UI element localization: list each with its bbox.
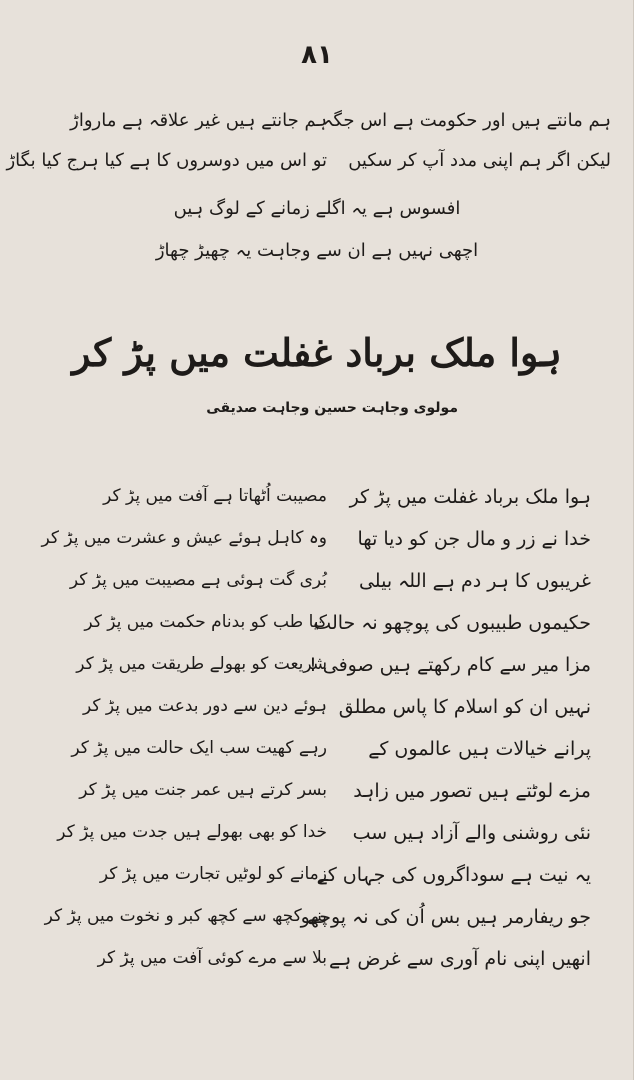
- verse-left-line: خدا کو بھی بھولے ہیں جدت میں پڑ کر: [57, 822, 327, 842]
- verse-left-line: بنے کچھ سے کچھ کبر و نخوت میں پڑ کر: [44, 906, 327, 926]
- intro-left-line-2: تو اس میں دوسروں کا ہے کیا ہرج کیا بگاڑ: [6, 150, 327, 171]
- page-number: ۸۱: [301, 40, 333, 70]
- poem-title: ہوا ملک برباد غفلت میں پڑ کر: [72, 330, 562, 375]
- verse-left-line: شریعت کو بھولے طریقت میں پڑ کر: [76, 654, 327, 674]
- verse-left-line: بسر کرتے ہیں عمر جنت میں پڑ کر: [79, 780, 327, 800]
- intro-left-line-1: ہم جانتے ہیں غیر علاقہ ہے مارواڑ: [70, 110, 327, 131]
- verse-right-line: نئی روشنی والے آزاد ہیں سب: [352, 822, 591, 844]
- verse-right-line: حکیموں طبیبوں کی پوچھو نہ حالت: [313, 612, 591, 634]
- verse-right-line: ہوا ملک برباد غفلت میں پڑ کر: [349, 486, 591, 508]
- verse-right-line: غریبوں کا ہر دم ہے اللہ بیلی: [358, 570, 591, 592]
- verse-left-line: بلا سے مرے کوئی آفت میں پڑ کر: [97, 948, 327, 968]
- verse-right-line: انھیں اپنی نام آوری سے غرض ہے: [329, 948, 591, 970]
- verse-left-line: ہوئے دین سے دور بدعت میں پڑ کر: [83, 696, 327, 716]
- verse-left-line: مصیبت اُٹھاتا ہے آفت میں پڑ کر: [103, 486, 327, 506]
- verse-left-line: بُری گت ہوئی ہے مصیبت میں پڑ کر: [69, 570, 327, 590]
- verse-left-line: زمانے کو لوٹیں تجارت میں پڑ کر: [99, 864, 327, 884]
- verse-left-line: کیا طب کو بدنام حکمت میں پڑ کر: [84, 612, 327, 632]
- verse-right-line: یہ نیت ہے سوداگروں کی جہاں کے: [316, 864, 591, 886]
- intro-center-line-2: اچھی نہیں ہے ان سے وجاہت یہ چھیڑ چھاڑ: [155, 240, 479, 261]
- verse-right-line: جو ریفارمر ہیں بس اُن کی نہ پوچھو: [300, 906, 591, 928]
- intro-right-line-1: ہم مانتے ہیں اور حکومت ہے اس جگہ: [322, 110, 611, 131]
- verse-right-line: پرانے خیالات ہیں عالموں کے: [368, 738, 591, 760]
- verse-right-line: مزے لوٹتے ہیں تصور میں زاہد: [353, 780, 591, 802]
- verse-right-line: خدا نے زر و مال جن کو دیا تھا: [357, 528, 591, 550]
- verse-right-line: نہیں ان کو اسلام کا پاس مطلق: [338, 696, 591, 718]
- verse-right-line: مزا میر سے کام رکھتے ہیں صوفی !: [309, 654, 591, 676]
- intro-center-line-1: افسوس ہے یہ اگلے زمانے کے لوگ ہیں: [173, 198, 461, 219]
- poem-author: مولوی وجاہت حسین وجاہت صدیقی: [206, 400, 458, 416]
- intro-right-line-2: لیکن اگر ہم اپنی مدد آپ کر سکیں: [348, 150, 611, 171]
- verse-left-line: وہ کاہل ہوئے عیش و عشرت میں پڑ کر: [41, 528, 327, 548]
- verse-left-line: رہے کھیت سب ایک حالت میں پڑ کر: [71, 738, 327, 758]
